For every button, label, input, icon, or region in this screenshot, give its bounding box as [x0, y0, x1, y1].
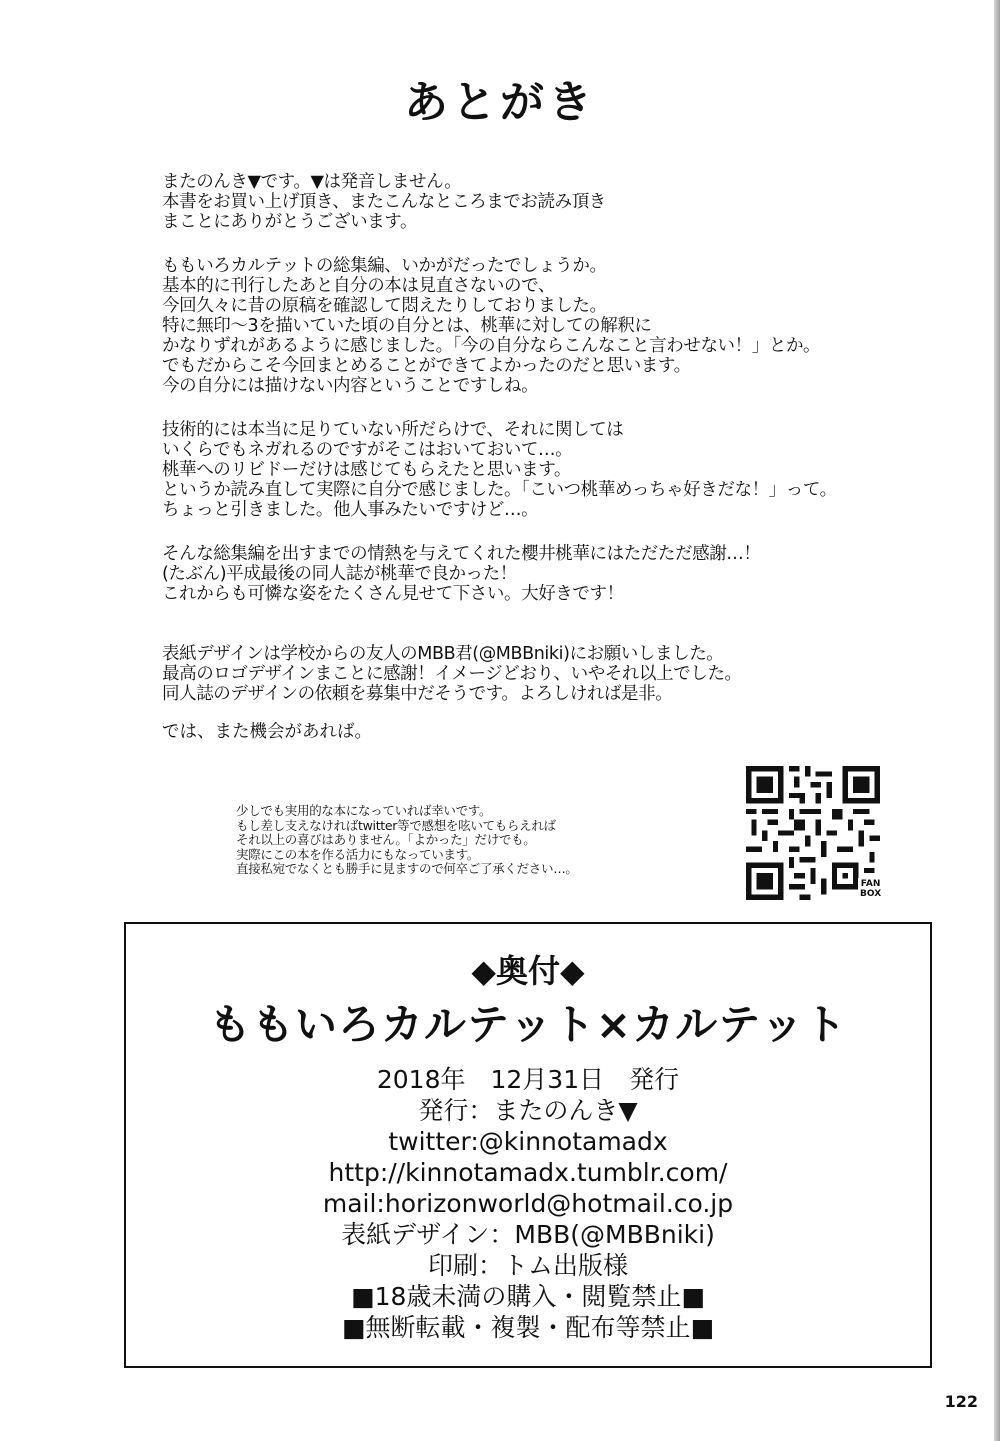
afterword-line: 技術的には本当に足りていない所だらけで、それに関しては	[162, 420, 624, 440]
afterword-line: またのんき▼です。▼は発音しません。	[162, 172, 462, 192]
colophon-book-title: ももいろカルテット×カルテット	[208, 1000, 848, 1049]
colophon-copy-notice: ■無断転載・複製・配布等禁止■	[341, 1313, 715, 1342]
afterword-line: いくらでもネガれるのですがそこはおいておいて…。	[162, 440, 573, 460]
colophon-age-notice: ■18歳未満の購入・閲覧禁止■	[350, 1282, 706, 1311]
colophon-printer: 印刷：トム出版様	[427, 1251, 628, 1280]
fanbox-label	[858, 878, 883, 900]
afterword-paragraph-5	[162, 644, 942, 704]
afterword-line: 本書をお買い上げ頂き、またこんなところまでお読み頂き	[162, 192, 606, 212]
afterword-line: かなりずれがあるように感じました。「今の自分ならこんなこと言わせない！」とか。	[162, 336, 821, 356]
afterword-line: 今の自分には描けない内容ということですしね。	[162, 376, 539, 396]
page-edge	[994, 0, 1000, 1441]
afterword-line: というか読み直して実際に自分で感じました。「こいつ桃華めっちゃ好きだな！」って。	[162, 480, 837, 500]
afterword-line: 桃華へのリビドーだけは感じてもらえたと思います。	[162, 460, 571, 480]
afterword-line: 基本的に刊行したあと自分の本は見直さないので、	[162, 276, 555, 296]
afterword-line: まことにありがとうございます。	[162, 212, 418, 232]
note-line: 少しでも実用的な本になっていれば幸いです。	[236, 803, 492, 818]
afterword-line: 表紙デザインは学校からの友人のMBB君(@MBBniki)にお願いしました。	[162, 644, 724, 664]
afterword-line: 同人誌のデザインの依頼を募集中だそうです。よろしければ是非。	[162, 684, 673, 704]
page-title: あとがき	[404, 77, 596, 128]
afterword-line: でもだからこそ今回まとめることができてよかったのだと思います。	[162, 356, 691, 376]
afterword-line: そんな総集編を出すまでの情熱を与えてくれた櫻井桃華にはただただ感謝…！	[162, 544, 761, 564]
colophon-twitter-link[interactable]: twitter:@kinnotamadx	[388, 1127, 668, 1156]
colophon-issue-date: 2018年 12月31日 発行	[376, 1065, 680, 1094]
colophon-heading: ◆奥付◆	[471, 952, 585, 990]
afterword-line: (たぶん)平成最後の同人誌が桃華で良かった！	[162, 564, 517, 584]
afterword-paragraph-3	[162, 420, 942, 520]
afterword-paragraph-2	[162, 256, 942, 396]
afterword-line: ちょっと引きました。他人事みたいですけど…。	[162, 500, 539, 520]
afterword-line: 最高のロゴデザインまことに感謝！イメージどおり、いやそれ以上でした。	[162, 664, 742, 684]
afterword-line: これからも可憐な姿をたくさん見せて下さい。大好きです！	[162, 584, 624, 604]
note-line: 実際にこの本を作る活力にもなっています。	[236, 846, 480, 862]
note-line: 直接私宛でなくとも勝手に見ますので何卒ご了承ください…。	[236, 861, 578, 876]
note-line: もし差し支えなければtwitter等で感想を呟いてもらえれば	[236, 817, 556, 833]
colophon-cover-design: 表紙デザイン：MBB(@MBBniki)	[341, 1220, 715, 1249]
afterword-line: ももいろカルテットの総集編、いかがだったでしょうか。	[162, 256, 607, 276]
colophon-details	[126, 1064, 930, 1343]
colophon-email-link[interactable]: mail:horizonworld@hotmail.co.jp	[322, 1189, 734, 1218]
colophon-box	[124, 922, 932, 1368]
afterword-paragraph-4	[162, 544, 942, 604]
page-number: 122	[944, 1392, 978, 1411]
fanbox-label-line: FAN	[860, 879, 881, 889]
fanbox-label-line: BOX	[860, 889, 882, 899]
colophon-website-link[interactable]: http://kinnotamadx.tumblr.com/	[328, 1158, 728, 1187]
afterword-line: 今回久々に昔の原稿を確認して悶えたりしておりました。	[162, 296, 607, 316]
afterword-line: 特に無印～3を描いていた頃の自分とは、桃華に対しての解釈に	[162, 316, 652, 336]
afterword-paragraph-1	[162, 172, 942, 232]
colophon-publisher: 発行：またのんき▼	[418, 1096, 638, 1125]
reader-note	[236, 804, 716, 877]
afterword-signoff: では、また機会があれば。	[162, 722, 372, 742]
note-line: それ以上の喜びはありません。「よかった」だけでも。	[236, 832, 536, 847]
afterword-body	[162, 172, 942, 728]
